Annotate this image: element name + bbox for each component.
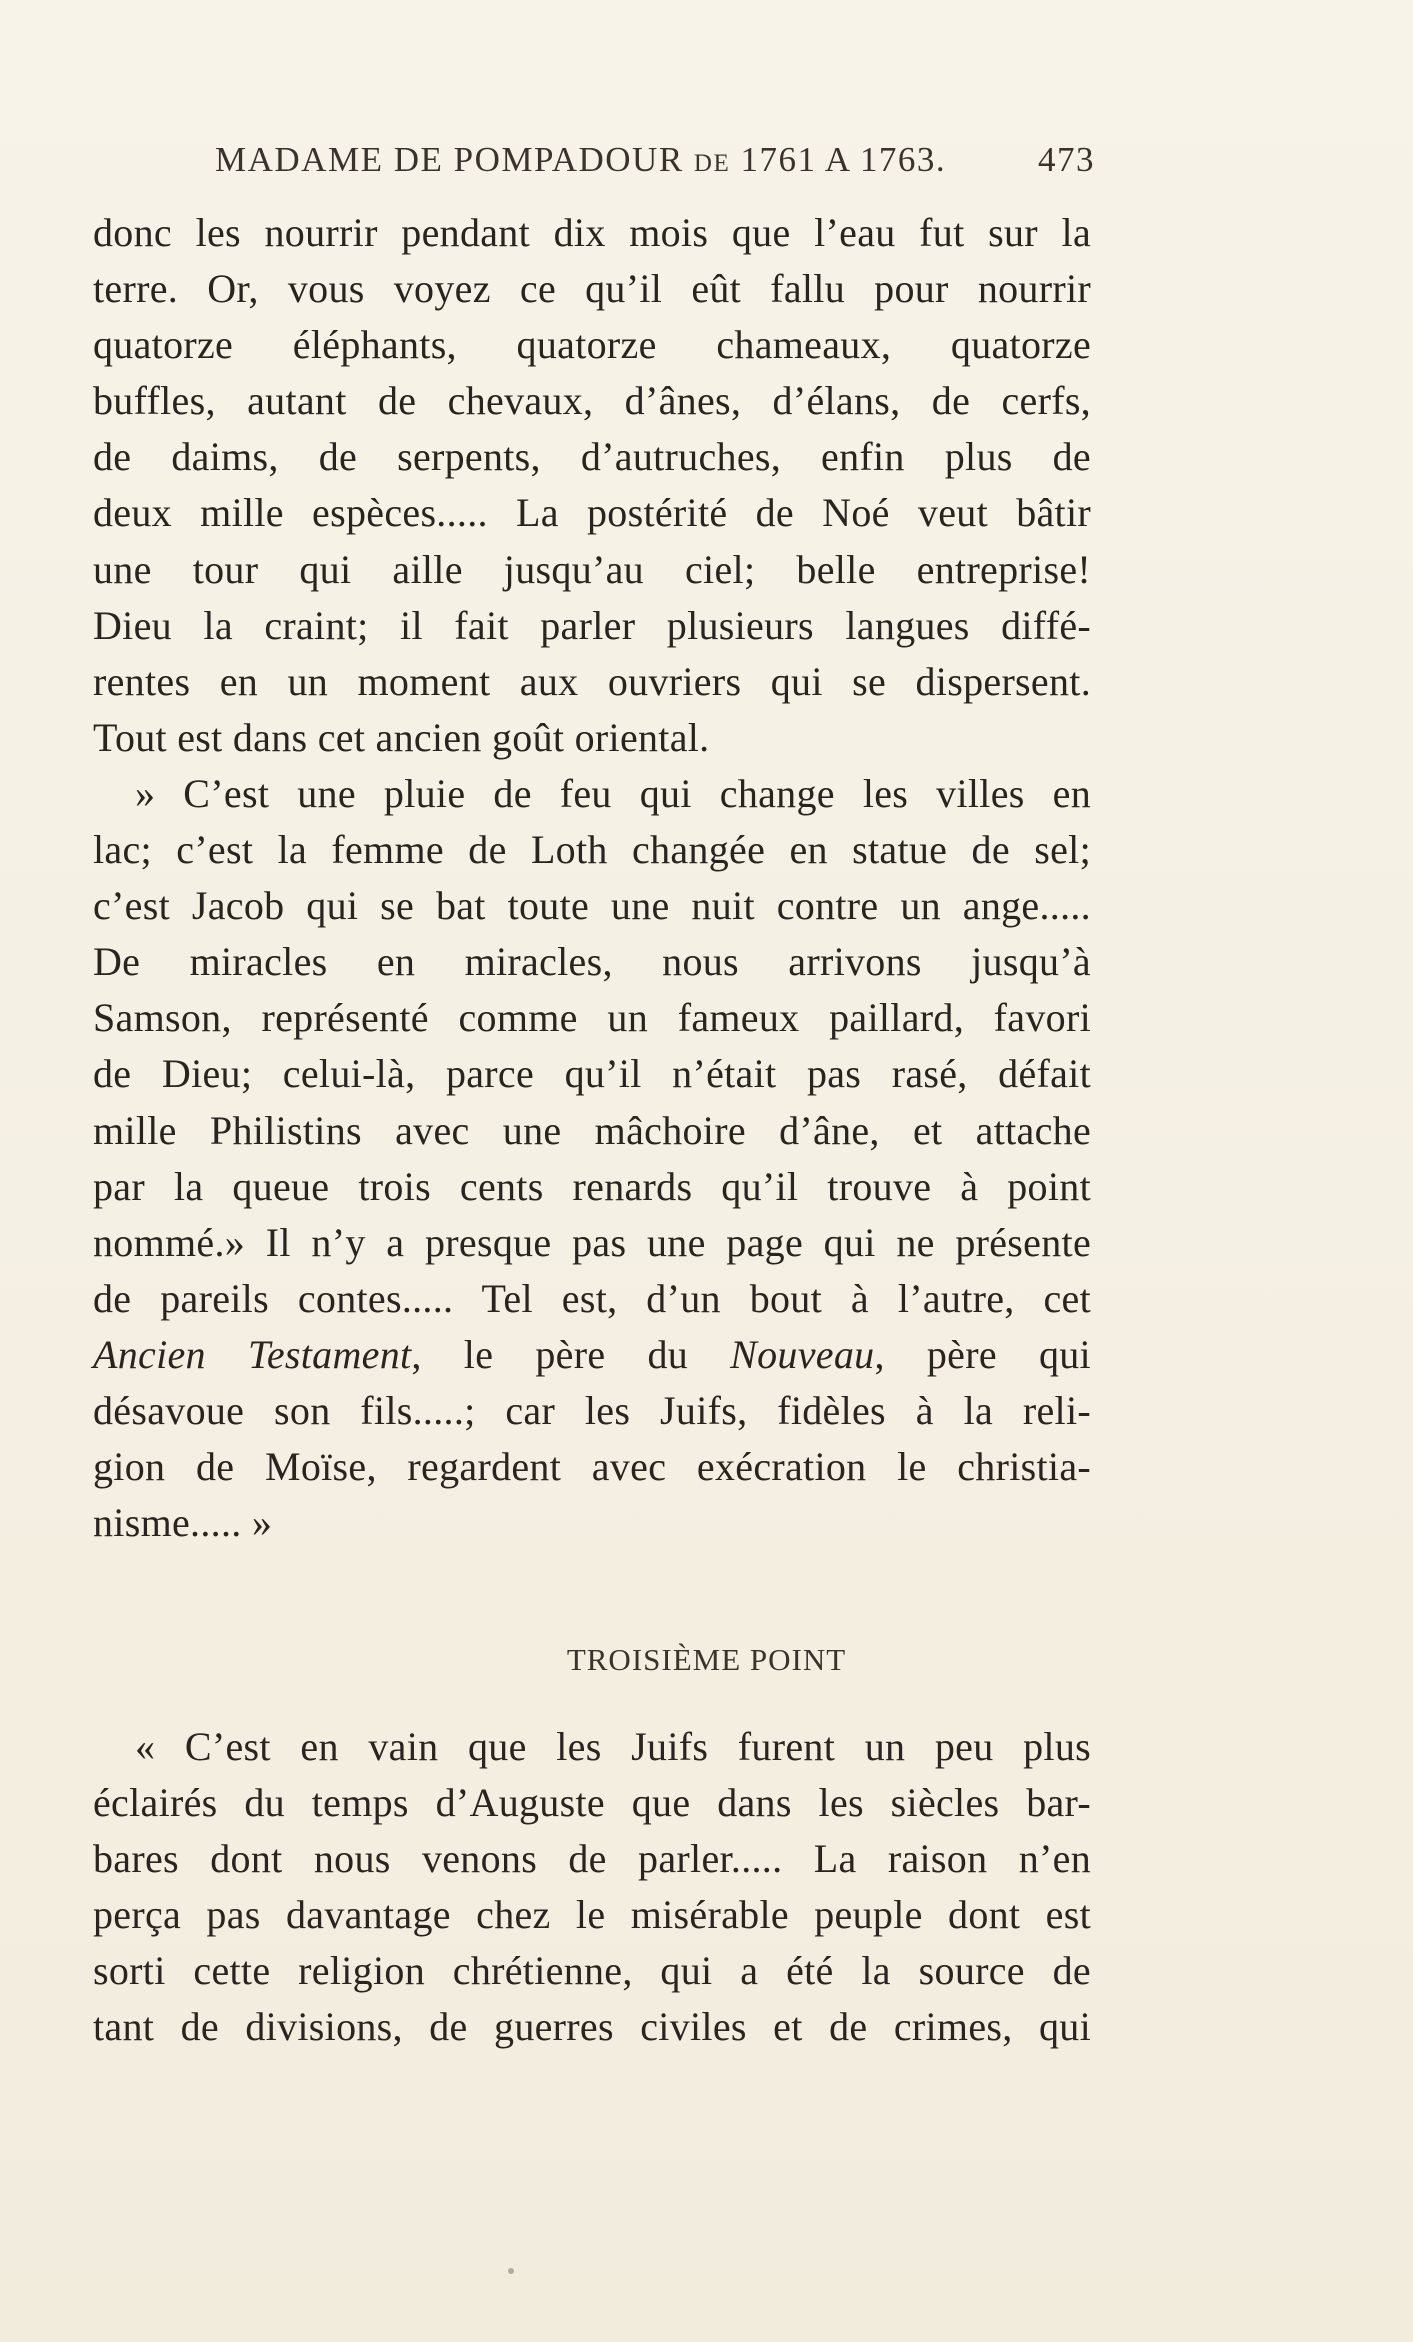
- title-ancien-testament: Ancien Testament: [93, 1331, 412, 1377]
- title-nouveau: Nouveau: [730, 1331, 875, 1377]
- text-line: donc les nourrir pendant dix mois que l’eau fut sur la: [93, 210, 1091, 255]
- body-text-top: [93, 205, 1091, 1551]
- text-line: c’est Jacob qui se bat toute une nuit contre un ange.....: [93, 883, 1091, 929]
- text-fragment: , le père du: [411, 1331, 731, 1377]
- page-number: 473: [1038, 140, 1095, 179]
- text-line: éclairés du temps d’Auguste que dans les siècles bar-: [93, 1780, 1091, 1826]
- text-line: Samson, représenté comme un fameux paillard, favori: [93, 995, 1091, 1041]
- text-line: deux mille espèces..... La postérité de Noé veut bâtir: [93, 490, 1091, 536]
- text-line: Dieu la craint; il fait parler plusieurs langues diffé-: [93, 602, 1091, 648]
- text-line: mille Philistins avec une mâchoire d’âne, et attache: [93, 1107, 1091, 1153]
- text-line: buffles, autant de chevaux, d’ânes, d’élans, de cerfs,: [93, 378, 1091, 424]
- text-line: « C’est en vain que les Juifs furent un peu plus: [135, 1724, 1091, 1769]
- text-line: nisme..... »: [93, 1500, 273, 1546]
- text-line-italic: [93, 1327, 1091, 1383]
- body-text-bottom: [93, 1719, 1091, 2056]
- text-line: désavoue son fils.....; car les Juifs, fidèles à la reli-: [93, 1387, 1091, 1433]
- text-line: une tour qui aille jusqu’au ciel; belle entreprise!: [93, 546, 1091, 592]
- text-line: De miracles en miracles, nous arrivons jusqu’à: [93, 939, 1091, 985]
- text-line: gion de Moïse, regardent avec exécration le christia-: [93, 1444, 1091, 1490]
- text-line: bares dont nous venons de parler..... La raison n’en: [93, 1836, 1091, 1882]
- text-line: par la queue trois cents renards qu’il trouve à point: [93, 1163, 1091, 1209]
- text-line: rentes en un moment aux ouvriers qui se dispersent.: [93, 658, 1091, 704]
- text-line: perça pas davantage chez le misérable peuple dont est: [93, 1892, 1091, 1938]
- text-line: terre. Or, vous voyez ce qu’il eût fallu pour nourrir: [93, 266, 1091, 312]
- text-fragment: , père qui: [874, 1331, 1091, 1377]
- page-speck: [508, 2268, 514, 2274]
- text-line: Tout est dans cet ancien goût oriental.: [93, 714, 710, 760]
- text-line: de daims, de serpents, d’autruches, enfin plus de: [93, 434, 1091, 480]
- text-line: sorti cette religion chrétienne, qui a été la source de: [93, 1948, 1091, 1994]
- running-title-main: MADAME DE POMPADOUR: [215, 140, 694, 179]
- page-header: [215, 140, 1095, 184]
- text-line: de Dieu; celui-là, parce qu’il n’était pas rasé, défait: [93, 1051, 1091, 1097]
- top-lines-group: [93, 205, 1091, 1327]
- text-line: lac; c’est la femme de Loth changée en statue de sel;: [93, 827, 1091, 873]
- running-title: [215, 140, 946, 180]
- text-line: de pareils contes..... Tel est, d’un bout à l’autre, cet: [93, 1275, 1091, 1321]
- section-heading: TROISIÈME POINT: [566, 1642, 847, 1677]
- top-end-lines-group: [93, 1383, 1091, 1551]
- text-line: nommé.» Il n’y a presque pas une page qui ne présente: [93, 1219, 1091, 1265]
- text-line: tant de divisions, de guerres civiles et de crimes, qui: [93, 2004, 1091, 2050]
- text-line: » C’est une pluie de feu qui change les villes en: [135, 770, 1091, 816]
- running-title-de: DE: [693, 150, 731, 177]
- running-title-dates: 1761 A 1763.: [730, 140, 947, 179]
- text-line: quatorze éléphants, quatorze chameaux, quatorze: [93, 322, 1091, 368]
